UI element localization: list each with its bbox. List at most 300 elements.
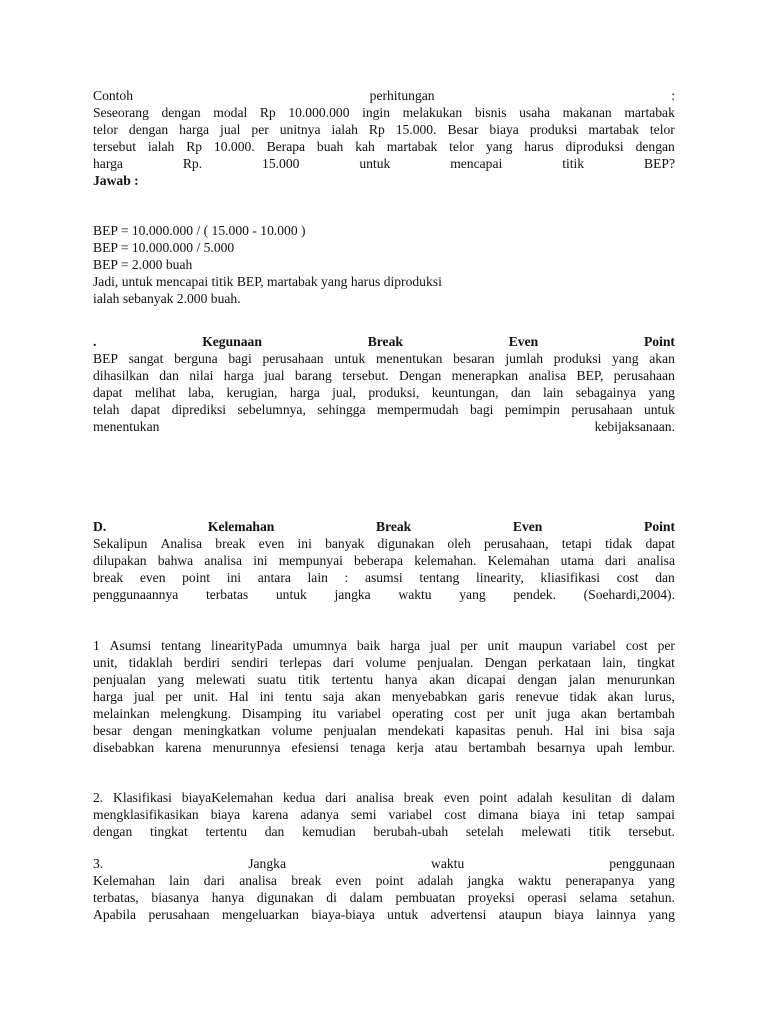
word: besarnya (536, 740, 586, 755)
word: Rp (259, 105, 276, 120)
word: ini (297, 536, 312, 551)
word: bisa (620, 723, 643, 738)
word: untuk (275, 587, 307, 602)
word: penggunaan (609, 856, 675, 871)
word: beberapa (354, 553, 404, 568)
word: telor (93, 122, 118, 137)
word: tertentu (331, 672, 374, 687)
word: telah (93, 402, 120, 417)
word: harga (93, 156, 123, 171)
word: analisa (204, 553, 243, 568)
word: meningkatkan (183, 723, 261, 738)
word: Point (644, 334, 675, 349)
word: upah (596, 740, 623, 755)
word: per (657, 638, 675, 653)
word: per (486, 706, 505, 721)
word: tidak (569, 689, 597, 704)
word: variabel (337, 706, 382, 721)
word: analisa (528, 368, 567, 383)
word: kelemahan. (414, 553, 477, 568)
word: 1 (93, 638, 100, 653)
word: dimana (478, 807, 519, 822)
word: harga (390, 638, 421, 653)
word: menerapkan (451, 368, 519, 383)
word: mencapai (450, 156, 503, 171)
point2-line (93, 789, 675, 806)
point3-line (93, 889, 675, 906)
word: biasanya (151, 890, 199, 905)
word: dengan (132, 723, 173, 738)
word: analisa (239, 873, 277, 888)
word: ini (259, 689, 274, 704)
word: produksi (553, 351, 602, 366)
word: Berapa (266, 139, 306, 154)
word: BEP? (644, 156, 675, 171)
point3-section (93, 855, 675, 923)
word: Rp (186, 139, 203, 154)
point2-line (93, 823, 675, 840)
word: dengan (128, 122, 169, 137)
word: perhitungan (369, 88, 435, 103)
word: adalah (417, 873, 454, 888)
word: sebagainya (575, 385, 637, 400)
word: analisa (637, 553, 675, 568)
word: mengklasifikasikan (93, 807, 199, 822)
word: unit (487, 638, 509, 653)
word: lurus, (644, 689, 675, 704)
point1-section (93, 637, 675, 756)
word: kedua (282, 790, 316, 805)
word: lain, (602, 655, 626, 670)
word: lembur. (633, 740, 675, 755)
word: bisnis (474, 105, 507, 120)
word: dari (332, 655, 355, 670)
kegunaan-line (93, 401, 675, 418)
word: point (182, 570, 211, 585)
kelemahan-section (93, 518, 675, 603)
word: ingin (362, 105, 391, 120)
word: laba, (188, 385, 215, 400)
word: kah (355, 139, 375, 154)
word: Even (508, 334, 539, 349)
point2-line (93, 806, 675, 823)
word: produksi, (368, 385, 420, 400)
word: proyeksi (467, 890, 515, 905)
word: D. (93, 519, 107, 534)
word: di (326, 890, 337, 905)
word: dari (203, 873, 225, 888)
word: dan (264, 824, 285, 839)
word: mengeluarkan (221, 907, 299, 922)
word: ini (571, 807, 586, 822)
word: Rp (368, 122, 385, 137)
example-question-line (93, 138, 675, 155)
word: penuh. (516, 723, 554, 738)
word: keuntungan, (431, 385, 499, 400)
word: ini (226, 570, 242, 585)
word: melainkan (93, 706, 150, 721)
word: martabak (386, 139, 438, 154)
word: Dengan (399, 368, 442, 383)
word: kerja (396, 740, 424, 755)
word: bertambah (617, 706, 675, 721)
word: efesiensi (291, 740, 340, 755)
word: diproduksi (565, 139, 624, 154)
word: 2. (93, 790, 104, 805)
word: buah (316, 139, 344, 154)
word: Disamping (241, 706, 302, 721)
word: tentang (161, 638, 202, 653)
example-question-line (93, 121, 675, 138)
word: di (621, 790, 632, 805)
word: untuk (387, 907, 419, 922)
word: perusahaan, (483, 536, 549, 551)
word: mempunyai (278, 553, 343, 568)
kelemahan-line (93, 535, 675, 552)
word: biaya (554, 907, 584, 922)
word: 10.000.000 (288, 105, 350, 120)
conclusion-line: Jadi, untuk mencapai titik BEP, martabak yang harus diproduksi (93, 274, 442, 289)
word: pemimpin (504, 402, 560, 417)
word: terbatas (205, 587, 249, 602)
word: banyak (325, 536, 365, 551)
word: linearityPada (210, 638, 283, 653)
word: BEP, (576, 368, 604, 383)
formula-section (93, 222, 675, 307)
formula-line: BEP = 10.000.000 / ( 15.000 - 10.000 ) (93, 223, 306, 238)
word: Asumsi (109, 638, 152, 653)
word: analisa (356, 790, 394, 805)
word: melakukan (402, 105, 463, 120)
word: tentu (284, 689, 313, 704)
point1-line (93, 637, 675, 654)
word: Jangka (248, 856, 286, 871)
word: break (215, 536, 246, 551)
word: ini (595, 723, 610, 738)
kelemahan-line (93, 569, 675, 586)
word: dalam (349, 890, 383, 905)
word: waktu (518, 873, 552, 888)
word: : (344, 570, 349, 585)
point1-line (93, 705, 675, 722)
word: kemudian (302, 824, 356, 839)
word: unit. (193, 689, 219, 704)
word: martabak (624, 105, 675, 120)
word: Seseorang (93, 105, 149, 120)
word: besaran (453, 351, 495, 366)
word: yang (612, 351, 639, 366)
word: makanan (562, 105, 612, 120)
word: tersebut. (342, 368, 389, 383)
word: cost (454, 706, 476, 721)
word: dicapai (466, 672, 506, 687)
word: biaya (489, 122, 519, 137)
word: terbatas, (93, 890, 139, 905)
word: itu (312, 706, 327, 721)
word: dan (655, 570, 675, 585)
word: 10.000. (213, 139, 255, 154)
word: mendekati (387, 723, 445, 738)
word: volume (271, 723, 313, 738)
word: barang (294, 368, 332, 383)
word: per (165, 689, 183, 704)
word: linearity, (475, 570, 524, 585)
word: juga (546, 706, 571, 721)
word: bertambah (468, 740, 526, 755)
word: jual (220, 122, 241, 137)
word: jual (264, 368, 285, 383)
formula-line: BEP = 2.000 buah (93, 257, 193, 272)
word: even (443, 790, 470, 805)
word: Hal (229, 689, 249, 704)
word: unit, (93, 655, 118, 670)
word: untuk (643, 402, 675, 417)
word: penerapanya (565, 873, 635, 888)
kegunaan-line (93, 350, 675, 367)
word: terlepas (279, 655, 322, 670)
word: titik (562, 156, 585, 171)
word: Apabila (93, 907, 137, 922)
word: utama (560, 553, 594, 568)
word: Analisa (160, 536, 203, 551)
kegunaan-section (93, 333, 675, 435)
word: yang (648, 907, 675, 922)
word: perusahaan (571, 402, 633, 417)
kegunaan-line (93, 367, 675, 384)
word: variabel (388, 807, 433, 822)
word: tidaklah (128, 655, 173, 670)
word: jangka (334, 587, 371, 602)
word: karena (165, 740, 202, 755)
word: diprediksi (171, 402, 227, 417)
word: point (375, 873, 404, 888)
word: tetap (597, 807, 625, 822)
word: titik (297, 672, 320, 687)
word: tentang (419, 570, 460, 585)
point2-section (93, 789, 675, 840)
word: untuk (334, 351, 366, 366)
word: kapasitas (455, 723, 506, 738)
word: even (335, 873, 362, 888)
word: yang (459, 587, 486, 602)
word: penjualan. (417, 655, 474, 670)
word: baik (356, 638, 381, 653)
word: waktu (431, 856, 465, 871)
word: saja (323, 689, 345, 704)
word: berubah-ubah (373, 824, 449, 839)
word: ini (253, 553, 268, 568)
word: Even (512, 519, 543, 534)
word: sendiri (231, 655, 269, 670)
word: saja (653, 723, 675, 738)
word: perusahaan (262, 351, 324, 366)
example-section (93, 87, 675, 189)
word: melengkung. (160, 706, 232, 721)
point3-heading (93, 855, 675, 872)
word: umumnya (292, 638, 347, 653)
word: produksi (529, 122, 578, 137)
word: akan (581, 706, 607, 721)
word: cost (444, 807, 467, 822)
word: Klasifikasi (113, 790, 172, 805)
word: advertensi (430, 907, 487, 922)
word: lain (307, 570, 328, 585)
word: dapat (645, 536, 675, 551)
word: ataupun (498, 907, 542, 922)
word: break (291, 873, 322, 888)
word: per (251, 122, 269, 137)
word: yang (648, 385, 675, 400)
point1-line (93, 722, 675, 739)
point3-line (93, 872, 675, 889)
word: Break (367, 334, 403, 349)
word: tetapi (561, 536, 592, 551)
word: digunakan (256, 890, 314, 905)
word: jual (429, 638, 451, 653)
word: Kelemahan (93, 873, 155, 888)
word: atau (434, 740, 458, 755)
word: jangka (467, 873, 504, 888)
word: biaya (210, 807, 241, 822)
word: garis (478, 689, 505, 704)
word: dapat (93, 385, 123, 400)
point1-line (93, 671, 675, 688)
word: volume (365, 655, 407, 670)
word: menurunnya (212, 740, 281, 755)
word: yang (648, 873, 675, 888)
word: lain (169, 873, 190, 888)
word: sehingga (317, 402, 366, 417)
example-heading (93, 87, 675, 104)
word: cost (625, 638, 648, 653)
conclusion-line: ialah sebanyak 2.000 buah. (93, 291, 241, 306)
word: menyebabkan (391, 689, 468, 704)
word: jumlah (505, 351, 544, 366)
word: even (139, 570, 166, 585)
formula-line: BEP = 10.000.000 / 5.000 (93, 240, 235, 255)
word: tingkat (149, 824, 188, 839)
word: dilupakan (93, 553, 147, 568)
word: dan (510, 385, 531, 400)
word: titik (588, 824, 611, 839)
word: akan (429, 672, 455, 687)
word: tenaga (350, 740, 386, 755)
word: biaya (530, 807, 560, 822)
word: akan (355, 689, 381, 704)
word: menurunkan (606, 672, 675, 687)
word: menentukan (93, 419, 160, 434)
word: bagi (469, 402, 494, 417)
word: adanya (300, 807, 339, 822)
word: asumsi (364, 570, 403, 585)
word: dengan (93, 824, 133, 839)
word: Kelemahan (487, 553, 550, 568)
word: yang (157, 672, 185, 687)
point1-line (93, 654, 675, 671)
word: 15.000. (395, 122, 437, 137)
word: . (93, 334, 97, 349)
word: tingkat (637, 655, 675, 670)
word: (Soehardi,2004). (583, 587, 675, 602)
word: harus (524, 139, 554, 154)
word: akan (649, 351, 675, 366)
word: renevue (515, 689, 559, 704)
word: harga (289, 385, 320, 400)
word: Dengan (484, 655, 527, 670)
word: sebelumnya, (237, 402, 306, 417)
word: digunakan (377, 536, 435, 551)
word: usaha (519, 105, 551, 120)
word: disebabkan (93, 740, 155, 755)
word: sangat (128, 351, 164, 366)
word: suatu (257, 672, 287, 687)
word: variabel (572, 638, 616, 653)
word: Point (644, 519, 675, 534)
word: point (479, 790, 508, 805)
word: jalan (568, 672, 596, 687)
word: adalah (517, 790, 553, 805)
word: selama (579, 890, 618, 905)
word: tersebut. (628, 824, 675, 839)
word: waktu (398, 587, 432, 602)
word: modal (213, 105, 248, 120)
word: bahwa (157, 553, 194, 568)
word: unitnya (279, 122, 321, 137)
word: harga (179, 122, 210, 137)
word: jual (133, 689, 155, 704)
word: dapat (130, 402, 161, 417)
word: perusahaan (148, 907, 210, 922)
word: cost (616, 570, 639, 585)
word: Besar (447, 122, 479, 137)
word: yang (485, 139, 513, 154)
example-question-line (93, 155, 675, 172)
word: dan (159, 368, 179, 383)
word: hanya (384, 672, 418, 687)
word: Kegunaan (202, 334, 262, 349)
word: tidak (605, 536, 633, 551)
word: tersebut (93, 139, 137, 154)
word: ialah (147, 139, 175, 154)
word: sampai (636, 807, 675, 822)
word: dihasilkan (93, 368, 149, 383)
word: setelah (465, 824, 504, 839)
word: per (460, 638, 478, 653)
word: tertentu (205, 824, 247, 839)
word: nilai (189, 368, 214, 383)
word: kebijaksanaan. (594, 419, 675, 434)
word: penggunaannya (93, 587, 179, 602)
word: martabak (588, 122, 639, 137)
word: maupun (518, 638, 563, 653)
word: pembuatan (395, 890, 456, 905)
word: melewati (195, 672, 246, 687)
kelemahan-line (93, 552, 675, 569)
word: melihat (134, 385, 176, 400)
word: kerugian, (226, 385, 278, 400)
word: bagi (228, 351, 252, 366)
word: dengan (635, 139, 675, 154)
point1-line (93, 739, 675, 756)
word: harga (223, 368, 254, 383)
word: penjualan (93, 672, 146, 687)
answer-label: Jawab : (93, 173, 139, 188)
example-question-line (93, 104, 675, 121)
word: ialah (331, 122, 358, 137)
word: kesulitan (562, 790, 612, 805)
word: biayaKelemahan (181, 790, 274, 805)
word: Hal (564, 723, 584, 738)
